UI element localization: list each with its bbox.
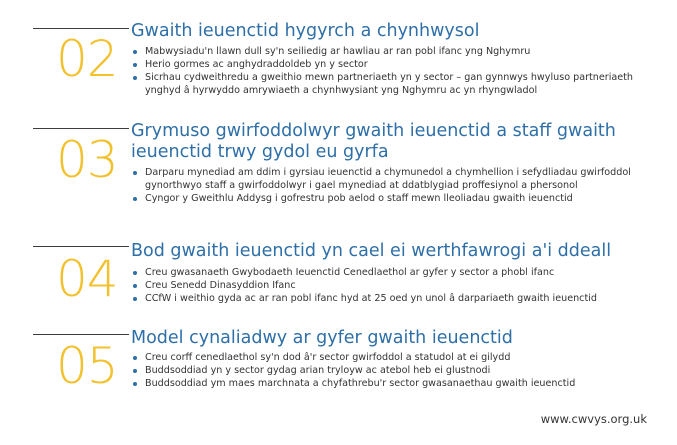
list-item: Buddsoddiad ym maes marchnata a chyfathrebu'r sector gwasanaethau gwaith ieuenctid: [131, 377, 651, 390]
section-title: Model cynaliadwy ar gyfer gwaith ieuenctid: [131, 328, 513, 348]
list-item: Darparu mynediad am ddim i gyrsiau ieuenctid a chymunedol a chymhellion i sefydliadau gwirfoddol gynorthwyo staff a gwirfoddolwyr i gael mynediad at ddatblygiad proffesiynol a phersonol: [131, 166, 651, 192]
bullet-icon: [133, 76, 137, 80]
list-item: Creu corff cenedlaethol sy'n dod â'r sector gwirfoddol a statudol at ei gilydd: [131, 351, 651, 364]
bullet-icon: [133, 284, 137, 288]
bullet-icon: [133, 50, 137, 54]
footer-url: www.cwvys.org.uk: [540, 412, 647, 426]
list-item: Sicrhau cydweithredu a gweithio mewn partneriaeth yn y sector – gan gynnwys hwyluso partneriaeth ynghyd â hyrwyddo amrywiaeth a chynhwysiant yng Nghymru ac yn rhyngwladol: [131, 71, 651, 97]
list-item: Herio gormes ac anghydraddoldeb yn y sector: [131, 58, 651, 71]
list-item: Creu Senedd Dinasyddion Ifanc: [131, 279, 651, 292]
section-title: Grymuso gwirfoddolwyr gwaith ieuenctid a staff gwaith ieuenctid trwy gydol eu gyrfa: [131, 121, 616, 162]
bullet-icon: [133, 197, 137, 201]
section-divider: [33, 246, 129, 247]
bullet-list: [131, 45, 651, 97]
list-item: Cyngor y Gweithlu Addysg i gofrestru pob aelod o staff mewn lleoliadau gwaith ieuenctid: [131, 192, 651, 205]
bullet-icon: [133, 356, 137, 360]
list-item: Mabwysiadu'n llawn dull sy'n seiliedig ar hawliau ar ran pobl ifanc yng Nghymru: [131, 45, 651, 58]
list-item: Creu gwasanaeth Gwybodaeth Ieuenctid Cenedlaethol ar gyfer y sector a phobl ifanc: [131, 266, 651, 279]
bullet-icon: [133, 63, 137, 67]
bullet-icon: [133, 369, 137, 373]
bullet-list: [131, 266, 651, 305]
section-title: Gwaith ieuenctid hygyrch a chynhwysol: [131, 21, 480, 41]
list-item: CCfW i weithio gyda ac ar ran pobl ifanc hyd at 25 oed yn unol â darpariaeth gwaith ieuenctid: [131, 292, 651, 305]
bullet-icon: [133, 171, 137, 175]
section-divider: [33, 334, 129, 335]
bullet-icon: [133, 271, 137, 275]
bullet-icon: [133, 297, 137, 301]
section-number: 02: [56, 30, 118, 88]
section-number: 05: [56, 337, 118, 395]
list-item: Buddsoddiad yn y sector gydag arian tryloyw ac atebol heb ei glustnodi: [131, 364, 651, 377]
section-title: Bod gwaith ieuenctid yn cael ei werthfawrogi a'i ddeall: [131, 241, 612, 261]
section-number: 03: [56, 131, 118, 189]
bullet-list: [131, 166, 651, 205]
section-number: 04: [56, 250, 118, 308]
section-divider: [33, 28, 129, 29]
bullet-list: [131, 351, 651, 390]
section-divider: [33, 128, 129, 129]
bullet-icon: [133, 382, 137, 386]
